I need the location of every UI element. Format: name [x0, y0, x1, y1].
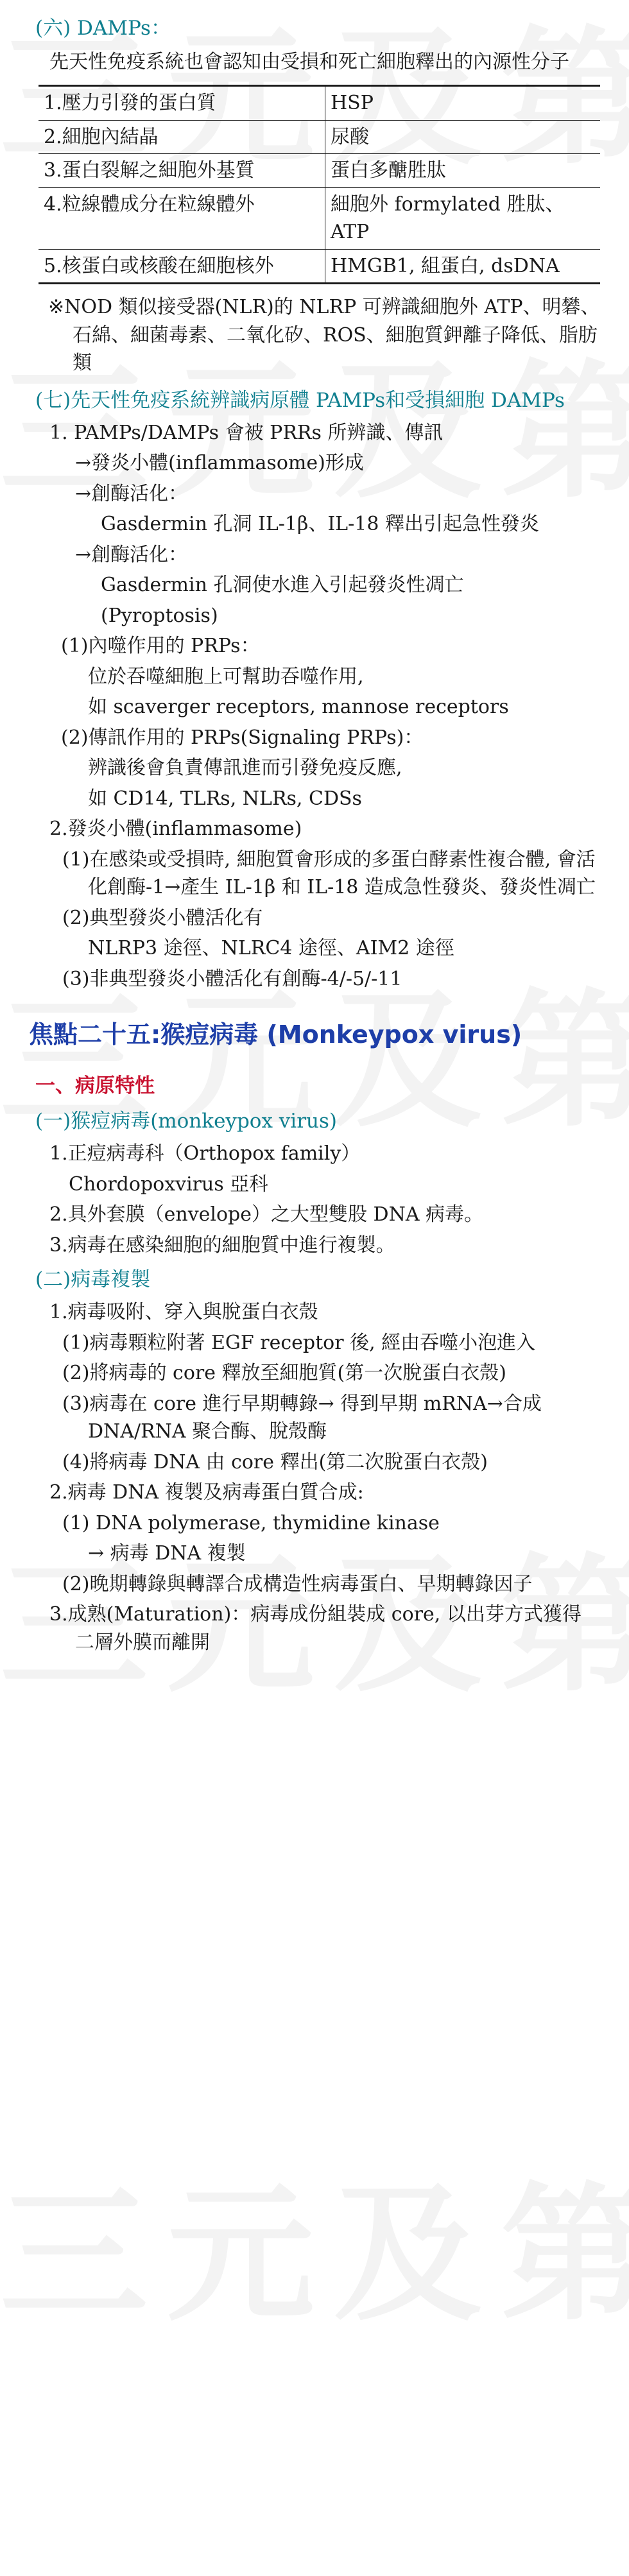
- row-number: 2.: [44, 125, 62, 148]
- damps-source-cell: [39, 120, 325, 154]
- damps-table-row: [39, 187, 600, 249]
- signaling-prps-line1: 辨識後會負責傳訊進而引發免疫反應,: [88, 757, 402, 780]
- recognition-item-1: 1. PAMPs/DAMPs 會被 PRRs 所辨識、傳訊: [49, 421, 444, 444]
- damps-molecule-cell: 尿酸: [325, 120, 601, 154]
- attachment-point-4: (4)將病毒 DNA 由 core 釋出(第二次脫蛋白衣殼): [62, 1450, 488, 1473]
- endocytic-prps-title: (1)內噬作用的 PRPs：: [61, 635, 260, 658]
- arrow-caspase-2: →創酶活化：: [75, 543, 188, 566]
- signaling-prps-line2: 如 CD14, TLRs, NLRs, CDSs: [88, 787, 362, 810]
- nlr-note: ※NOD 類似接受器(NLR)的 NLRP 可辨識細胞外 ATP、明礬、石綿、細菌毒素、二氧化矽、ROS、細胞質鉀離子降低、脂肪類: [48, 296, 600, 375]
- damps-source-cell: [39, 249, 325, 284]
- chordopoxvirus-subfamily: Chordopoxvirus 亞科: [69, 1172, 269, 1196]
- replication-subheading: (二)病毒複製: [35, 1268, 151, 1292]
- inflammasome-point-2-title: (2)典型發炎小體活化有: [62, 906, 263, 929]
- inflammasome-item: 2.發炎小體(inflammasome): [49, 818, 302, 841]
- pyroptosis-term: (Pyroptosis): [101, 604, 218, 627]
- damps-table-row: [39, 154, 600, 188]
- maturation-item: 3.成熟(Maturation)：病毒成份組裝成 core, 以出芽方式獲得二層外膜而離開: [49, 1603, 582, 1654]
- damps-molecule-cell: 細胞外 formylated 胜肽、ATP: [325, 187, 601, 249]
- damps-source-text: 壓力引發的蛋白質: [62, 92, 216, 115]
- damps-table-row: [39, 86, 600, 121]
- damps-molecule-cell: HSP: [325, 86, 601, 121]
- row-number: 5.: [44, 254, 62, 277]
- endocytic-prps-line1: 位於吞噬細胞上可幫助吞噬作用,: [88, 665, 364, 688]
- arrow-inflammasome: →發炎小體(inflammasome)形成: [75, 452, 364, 475]
- watermark: [0, 2182, 629, 2330]
- damps-intro: 先天性免疫系統也會認知由受損和死亡細胞釋出的內源性分子: [49, 50, 569, 73]
- cytoplasm-replication: 3.病毒在感染細胞的細胞質中進行複製。: [49, 1233, 395, 1257]
- arrow-caspase-1: →創酶活化：: [75, 482, 188, 505]
- orthopox-family: 1.正痘病毒科（Orthopox family）: [49, 1142, 361, 1165]
- damps-heading: (六) DAMPs：: [35, 17, 171, 40]
- damps-table-row: [39, 249, 600, 284]
- inflammasome-point-3: (3)非典型發炎小體活化有創酶-4/-5/-11: [62, 967, 402, 990]
- damps-source-text: 細胞內結晶: [62, 125, 159, 148]
- dna-replication-item: 2.病毒 DNA 複製及病毒蛋白質合成:: [49, 1481, 364, 1504]
- damps-molecule-cell: 蛋白多醣胜肽: [325, 154, 601, 188]
- gasdermin-acute: Gasdermin 孔洞 IL-1β、IL-18 釋出引起急性發炎: [101, 513, 539, 536]
- damps-table: [39, 85, 600, 284]
- endocytic-prps-line2: 如 scaverger receptors, mannose receptors: [88, 696, 509, 719]
- envelope-dna: 2.具外套膜（envelope）之大型雙股 DNA 病毒。: [49, 1203, 484, 1226]
- inflammasome-point-2-text: NLRP3 途徑、NLRC4 途徑、AIM2 途徑: [88, 937, 454, 960]
- damps-source-text: 蛋白裂解之細胞外基質: [62, 159, 255, 182]
- document-page: [29, 14, 600, 1659]
- dna-replication-arrow: → 病毒 DNA 複製: [88, 1542, 246, 1565]
- dna-replication-point-1: (1) DNA polymerase, thymidine kinase: [62, 1511, 440, 1534]
- damps-source-cell: [39, 187, 325, 249]
- damps-source-text: 核蛋白或核酸在細胞核外: [62, 254, 274, 277]
- attachment-point-2: (2)將病毒的 core 釋放至細胞質(第一次脫蛋白衣殼): [62, 1362, 506, 1385]
- focus-title: 焦點二十五:猴痘病毒 (Monkeypox virus): [29, 1020, 522, 1049]
- damps-source-text: 粒線體成分在粒線體外: [62, 193, 255, 216]
- monkeypox-virus-subheading: (一)猴痘病毒(monkeypox virus): [35, 1110, 338, 1133]
- attachment-item: 1.病毒吸附、穿入與脫蛋白衣殼: [49, 1301, 318, 1324]
- dna-replication-point-2: (2)晚期轉錄與轉譯合成構造性病毒蛋白、早期轉錄因子: [62, 1572, 533, 1595]
- damps-table-row: [39, 120, 600, 154]
- damps-molecule-cell: HMGB1, 組蛋白, dsDNA: [325, 249, 601, 284]
- pathogen-heading: 一、病原特性: [35, 1074, 155, 1098]
- signaling-prps-title: (2)傳訊作用的 PRPs(Signaling PRPs)：: [61, 726, 424, 749]
- attachment-point-3: (3)病毒在 core 進行早期轉錄→ 得到早期 mRNA→合成 DNA/RNA 聚合酶、脫殼酶: [62, 1392, 542, 1443]
- gasdermin-pyroptosis: Gasdermin 孔洞使水進入引起發炎性凋亡: [101, 574, 464, 597]
- damps-source-cell: [39, 154, 325, 188]
- recognition-heading: (七)先天性免疫系統辨識病原體 PAMPs和受損細胞 DAMPs: [35, 388, 565, 412]
- attachment-point-1: (1)病毒顆粒附著 EGF receptor 後, 經由吞噬小泡進入: [62, 1331, 536, 1354]
- row-number: 3.: [44, 159, 62, 182]
- damps-source-cell: [39, 86, 325, 121]
- row-number: 1.: [44, 92, 62, 115]
- row-number: 4.: [44, 193, 62, 216]
- inflammasome-point-1: (1)在感染或受損時, 細胞質會形成的多蛋白酵素性複合體, 會活化創酶-1→產生 IL-1β 和 IL-18 造成急性發炎、發炎性凋亡: [62, 848, 596, 899]
